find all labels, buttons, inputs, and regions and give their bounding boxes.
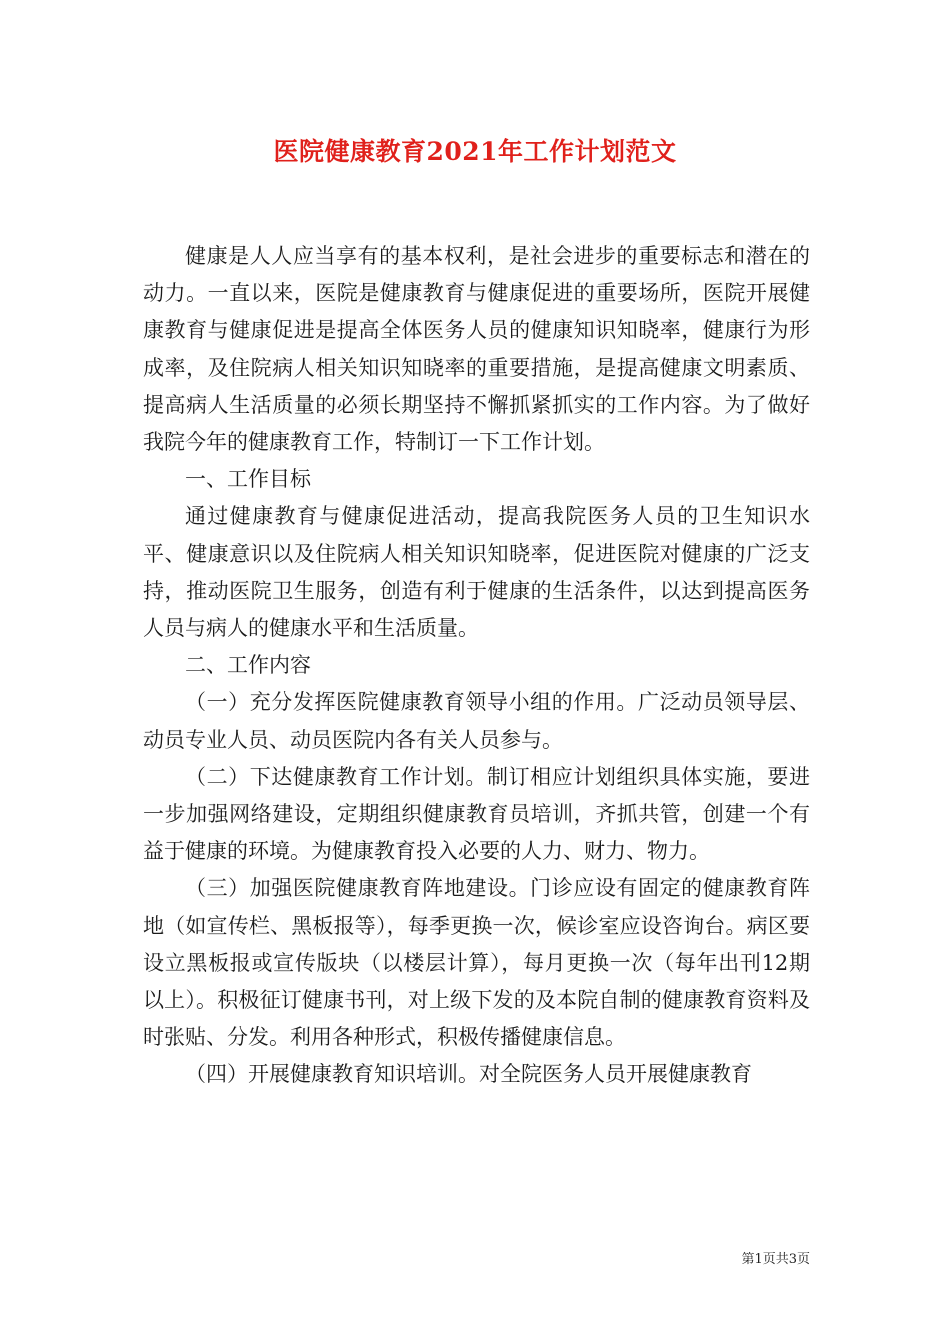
document-title: 医院健康教育2021年工作计划范文	[273, 137, 677, 166]
document-body	[143, 238, 810, 1094]
content-item-1: （一）充分发挥医院健康教育领导小组的作用。广泛动员领导层、动员专业人员、动员医院内各有关人员参与。	[143, 690, 810, 752]
section-heading-content: 二、工作内容	[185, 653, 311, 678]
content-item-4: （四）开展健康教育知识培训。对全院医务人员开展健康教育	[185, 1062, 752, 1087]
content-item-2: （二）下达健康教育工作计划。制订相应计划组织具体实施，要进一步加强网络建设，定期组织健康教育员培训，齐抓共管，创建一个有益于健康的环境。为健康教育投入必要的人力、财力、物力。	[143, 764, 810, 864]
intro-paragraph: 健康是人人应当享有的基本权利，是社会进步的重要标志和潜在的动力。一直以来，医院是健康教育与健康促进的重要场所，医院开展健康教育与健康促进是提高全体医务人员的健康知识知晓率，健康行为形成率，及住院病人相关知识知晓率的重要措施，是提高健康文明素质、提高病人生活质量的必须长期坚持不懈抓紧抓实的工作内容。为了做好我院今年的健康教育工作，特制订一下工作计划。	[143, 244, 810, 455]
goals-paragraph: 通过健康教育与健康促进活动，提高我院医务人员的卫生知识水平、健康意识以及住院病人相关知识知晓率，促进医院对健康的广泛支持，推动医院卫生服务，创造有利于健康的生活条件，以达到提高医务人员与病人的健康水平和生活质量。	[143, 504, 810, 641]
page-number: 第1页共3页	[741, 1252, 810, 1267]
section-heading-goals: 一、工作目标	[185, 467, 311, 492]
content-item-3: （三）加强医院健康教育阵地建设。门诊应设有固定的健康教育阵地（如宣传栏、黑板报等），每季更换一次，候诊室应设咨询台。病区要设立黑板报或宣传版块（以楼层计算），每月更换一次（每年出刊12期以上）。积极征订健康书刊，对上级下发的及本院自制的健康教育资料及时张贴、分发。利用各种形式，积极传播健康信息。	[143, 876, 810, 1050]
